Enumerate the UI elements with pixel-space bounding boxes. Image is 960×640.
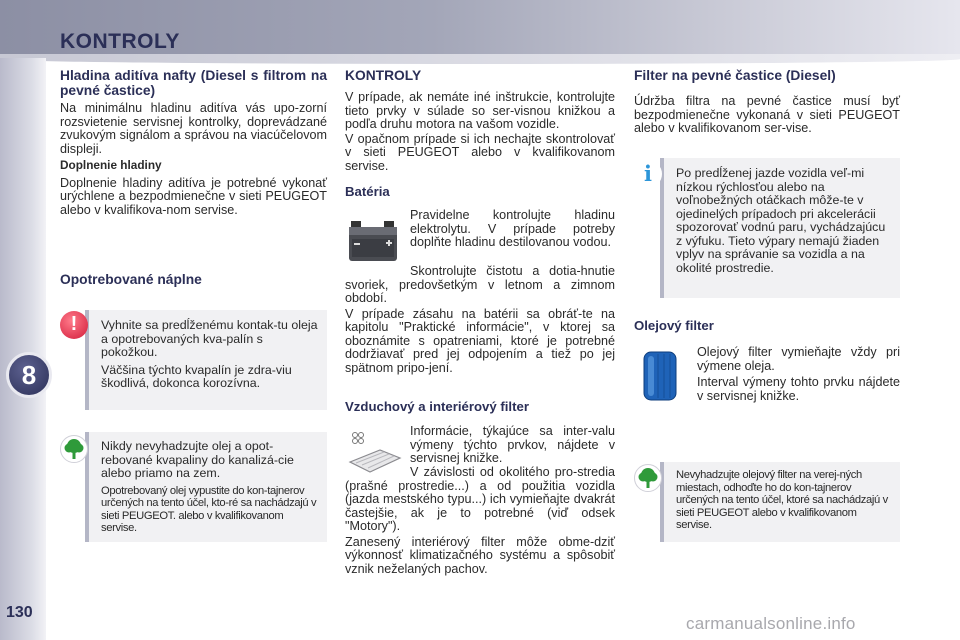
- section-heading-used-fluids: Opotrebované náplne: [60, 272, 202, 287]
- info-icon: i: [634, 160, 662, 188]
- checks-paragraph-1: V prípade, ak nemáte iné inštrukcie, kontrolujte tieto prvky v súlade so ser-visnou knižkou a podľa druhu motora na vašom vozidle.: [345, 90, 615, 131]
- info-note-text: Po predĺženej jazde vozidla veľ-mi nízkou rýchlosťou alebo na voľnobežných otáčkach môže-te v ojedinelých prípadoch pri akcelerácii spozorovať vodnú paru, vychádzajúcu z výfuku. Tieto výpary nemajú žiaden vplyv na správanie sa vozidla a na okolité prostredie.: [676, 166, 886, 275]
- oil-filter-environment-text: Nevyhadzujte olejový filter na verej-ných miestach, odhoďte ho do kon-tajnerov určených na tento účel, ktoré sa nachádzajú v sieti PEUGEOT alebo v kvalifikovanom servise.: [676, 469, 888, 532]
- tree-icon: [60, 435, 88, 463]
- environment-note-text-1: Nikdy nevyhadzujte olej a opot-rebované kvapaliny do kanalizá-cie alebo priamo na zem.: [101, 439, 294, 480]
- warning-note: [85, 310, 327, 410]
- cabin-filter-heading: Vzduchový a interiérový filter: [345, 399, 529, 414]
- middle-column: [345, 68, 615, 174]
- warning-note-text-1: Vyhnite sa predĺženému kontak-tu oleja a opotrebovaných kva-palín s pokožkou.: [101, 318, 318, 359]
- tree-icon: [634, 464, 662, 492]
- refill-subheading: Doplnenie hladiny: [60, 158, 162, 172]
- battery-text-bottom: [345, 265, 615, 376]
- battery-text-top: [410, 209, 615, 251]
- battery-paragraph-1: Pravidelne kontrolujte hladinu elektrolytu. V prípade potreby doplňte hladinu destilovanou vodou.: [410, 208, 615, 249]
- cabin-filter-text-bottom: [345, 466, 615, 577]
- side-bar: [0, 58, 46, 640]
- section-heading-particle-filter: Filter na pevné častice (Diesel): [634, 68, 836, 83]
- environment-note: [85, 432, 327, 542]
- environment-note-text-2: Opotrebovaný olej vypustite do kon-tajnerov určených na tento účel, kto-ré sa nachádzajú v sieti PEUGEOT. alebo v kvalifikovanom servise.: [101, 484, 317, 535]
- page-number: 130: [6, 604, 33, 621]
- left-column: [60, 68, 327, 218]
- checks-paragraph-2: V opačnom prípade si ich nechajte skontrolovať v sieti PEUGEOT alebo v kvalifikovanom servise.: [345, 131, 615, 173]
- battery-image: [346, 213, 400, 265]
- cabin-filter-text-top: [410, 425, 615, 467]
- additive-paragraph: Na minimálnu hladinu aditíva vás upo-zorní rozsvietenie servisnej kontrolky, doprevádzané zvukovým signálom a správou na viacúčelovom displeji.: [60, 101, 327, 156]
- refill-paragraph: Doplnenie hladiny aditíva je potrebné vykonať urýchlene a bezpodmienečne v sieti PEUGEOT alebo v kvalifikova-nom servise.: [60, 175, 327, 217]
- section-heading-additive: Hladina aditíva nafty (Diesel s filtrom na pevné častice): [60, 68, 327, 98]
- oil-filter-image: [640, 348, 680, 404]
- particle-filter-paragraph: Údržba filtra na pevné častice musí byť bezpodmienečne vykonaná v sieti PEUGEOT alebo v kvalifikovanom ser-vise.: [634, 94, 900, 135]
- battery-paragraph-2: Skontrolujte čistotu a dotia-hnutie svoriek, predovšetkým v letnom a zimnom období.: [345, 264, 615, 305]
- battery-heading: Batéria: [345, 184, 390, 199]
- oil-filter-text: [697, 346, 900, 404]
- exclamation-icon: !: [60, 311, 88, 339]
- section-heading-checks: KONTROLY: [345, 68, 422, 83]
- oil-filter-paragraph-1: Olejový filter vymieňajte vždy pri výmene oleja.: [697, 345, 900, 373]
- watermark: carmanualsonline.info: [686, 614, 856, 633]
- battery-paragraph-3: V prípade zásahu na batérii sa obráť-te na kapitolu "Praktické informácie", v ktorej sa oboznámite s opatreniami, ktoré je potrebné dodržiavať pred jej odpojením a tiež po jej spätnom pripo-jení.: [345, 306, 615, 375]
- oil-filter-paragraph-2: Interval výmeny tohto prvku nájdete v servisnej knižke.: [697, 375, 900, 403]
- cabin-filter-paragraph-2: V závislosti od okolitého pro-stredia (prašné prostredie...) a od použitia vozidla (jazda mestského typu...) ich vymieňajte dvakrát častejšie, ak je to potrebné (viď odsek "Motory").: [345, 465, 615, 533]
- oil-filter-heading: Olejový filter: [634, 318, 714, 333]
- info-note: [660, 158, 900, 298]
- cabin-filter-paragraph-1: Informácie, týkajúce sa inter-valu výmeny týchto prvkov, nájdete v servisnej knižke.: [410, 424, 615, 465]
- cabin-filter-paragraph-3: Zanesený interiérový filter môže obme-dziť výkonnosť klimatizačného systému a spôsobiť vznik neželaných pachov.: [345, 534, 615, 576]
- right-column: [634, 68, 900, 137]
- page-title: KONTROLY: [60, 30, 180, 53]
- chapter-tab[interactable]: 8: [6, 352, 52, 398]
- warning-note-text-2: Väčšina týchto kvapalín je zdra-viu škodlivá, dokonca korozívna.: [101, 362, 292, 390]
- oil-filter-environment-note: [660, 462, 900, 542]
